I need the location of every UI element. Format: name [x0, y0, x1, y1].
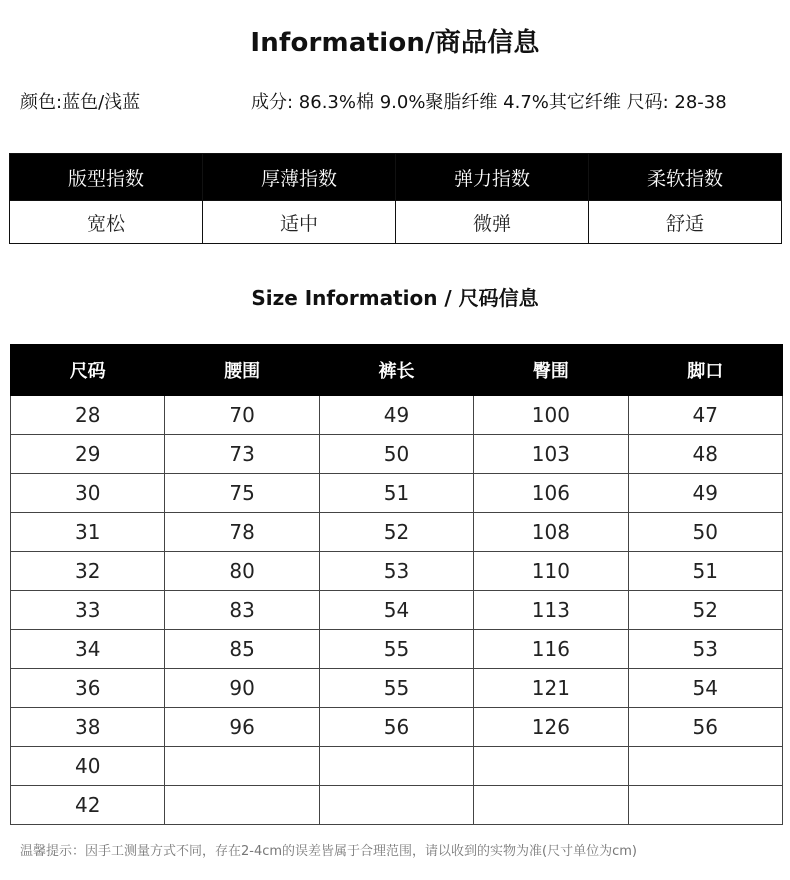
- table-row: [11, 630, 783, 669]
- size-cell-hip: 113: [474, 591, 628, 630]
- size-cell-size: 34: [11, 630, 165, 669]
- size-cell-hem: 47: [628, 396, 782, 435]
- size-cell-size: 31: [11, 513, 165, 552]
- size-cell-length: 49: [319, 396, 473, 435]
- attr-value-fit: 宽松: [10, 201, 203, 244]
- size-cell-size: 42: [11, 786, 165, 825]
- size-header-hem: 脚口: [628, 345, 782, 396]
- size-cell-hem: 49: [628, 474, 782, 513]
- table-row: [11, 474, 783, 513]
- size-cell-size: 29: [11, 435, 165, 474]
- size-cell-size: 40: [11, 747, 165, 786]
- table-row: [11, 669, 783, 708]
- size-cell-hip: 116: [474, 630, 628, 669]
- size-cell-size: 30: [11, 474, 165, 513]
- size-cell-hem: 54: [628, 669, 782, 708]
- size-cell-hip: 108: [474, 513, 628, 552]
- size-cell-size: 28: [11, 396, 165, 435]
- size-cell-length: 53: [319, 552, 473, 591]
- table-row: [11, 513, 783, 552]
- size-cell-hip: 126: [474, 708, 628, 747]
- size-cell-waist: 85: [165, 630, 319, 669]
- size-cell-hem: [628, 786, 782, 825]
- size-cell-length: 51: [319, 474, 473, 513]
- size-cell-length: 52: [319, 513, 473, 552]
- size-cell-hip: [474, 747, 628, 786]
- size-header-length: 裤长: [319, 345, 473, 396]
- size-section-title: Size Information / 尺码信息: [251, 286, 539, 310]
- size-cell-waist: 70: [165, 396, 319, 435]
- size-cell-hem: 51: [628, 552, 782, 591]
- size-cell-hem: 56: [628, 708, 782, 747]
- page-title: Information/商品信息: [250, 28, 540, 58]
- attribute-header-row: [10, 154, 782, 201]
- size-table: [10, 344, 783, 825]
- size-cell-length: 54: [319, 591, 473, 630]
- attr-value-elasticity: 微弹: [396, 201, 589, 244]
- size-cell-hem: 50: [628, 513, 782, 552]
- size-cell-size: 38: [11, 708, 165, 747]
- size-cell-hip: 103: [474, 435, 628, 474]
- size-cell-length: 55: [319, 669, 473, 708]
- attr-value-softness: 舒适: [589, 201, 782, 244]
- table-row: [11, 552, 783, 591]
- size-cell-size: 32: [11, 552, 165, 591]
- size-cell-length: 50: [319, 435, 473, 474]
- table-row: [11, 708, 783, 747]
- size-cell-waist: [165, 786, 319, 825]
- size-cell-size: 36: [11, 669, 165, 708]
- size-header-waist: 腰围: [165, 345, 319, 396]
- table-row: [11, 591, 783, 630]
- attr-header-softness: 柔软指数: [589, 154, 782, 201]
- size-cell-waist: 83: [165, 591, 319, 630]
- table-row: [11, 396, 783, 435]
- table-row: [11, 786, 783, 825]
- attr-header-fit: 版型指数: [10, 154, 203, 201]
- size-cell-length: 56: [319, 708, 473, 747]
- size-cell-hip: 110: [474, 552, 628, 591]
- attr-header-thickness: 厚薄指数: [203, 154, 396, 201]
- size-cell-waist: 80: [165, 552, 319, 591]
- table-row: [11, 747, 783, 786]
- size-cell-hip: 106: [474, 474, 628, 513]
- measurement-note: 温馨提示：因手工测量方式不同，存在2-4cm的误差皆属于合理范围，请以收到的实物为准(尺寸单位为cm): [20, 844, 637, 859]
- size-cell-hip: [474, 786, 628, 825]
- size-cell-waist: 75: [165, 474, 319, 513]
- color-info: 颜色:蓝色/浅蓝: [20, 92, 141, 113]
- size-header-row: [11, 345, 783, 396]
- size-cell-waist: 78: [165, 513, 319, 552]
- size-cell-waist: 90: [165, 669, 319, 708]
- attribute-table: [9, 153, 782, 244]
- size-cell-length: [319, 786, 473, 825]
- size-cell-hem: 53: [628, 630, 782, 669]
- size-header-size: 尺码: [11, 345, 165, 396]
- size-cell-hem: 52: [628, 591, 782, 630]
- size-header-hip: 臀围: [474, 345, 628, 396]
- size-cell-length: [319, 747, 473, 786]
- attribute-value-row: [10, 201, 782, 244]
- size-cell-waist: 73: [165, 435, 319, 474]
- size-cell-hem: [628, 747, 782, 786]
- size-cell-hip: 100: [474, 396, 628, 435]
- table-row: [11, 435, 783, 474]
- size-cell-size: 33: [11, 591, 165, 630]
- size-cell-waist: [165, 747, 319, 786]
- composition-info: 成分: 86.3%棉 9.0%聚脂纤维 4.7%其它纤维 尺码: 28-38: [251, 92, 727, 113]
- size-cell-hem: 48: [628, 435, 782, 474]
- attr-header-elasticity: 弹力指数: [396, 154, 589, 201]
- size-cell-length: 55: [319, 630, 473, 669]
- size-cell-hip: 121: [474, 669, 628, 708]
- attr-value-thickness: 适中: [203, 201, 396, 244]
- size-cell-waist: 96: [165, 708, 319, 747]
